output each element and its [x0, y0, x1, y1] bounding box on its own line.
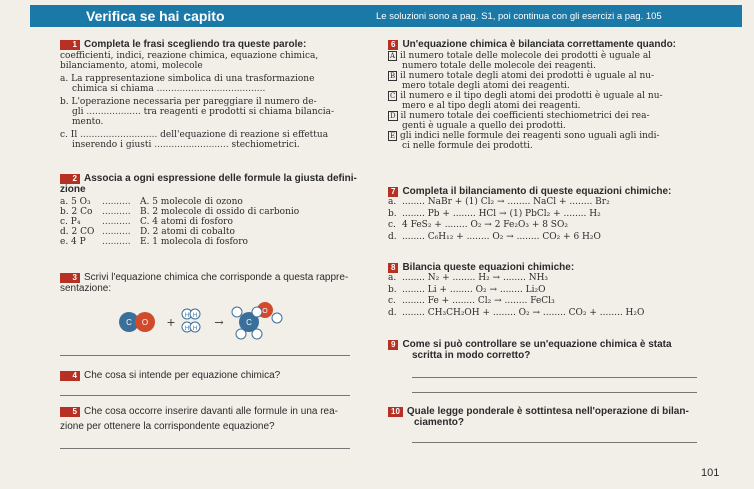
equation-letter: d. [388, 231, 397, 242]
equation[interactable] [388, 296, 718, 308]
header-note: Le soluzioni sono a pag. S1, poi continua con gli esercizi a pag. 105 [376, 10, 662, 22]
option-text: gli indici nelle formule dei reagenti sono uguali agli indi- [400, 131, 660, 141]
equation[interactable] [388, 308, 718, 320]
exercise-3 [60, 272, 360, 294]
item-b-line1: b. L'operazione necessaria per pareggiare il numero de- [60, 97, 317, 107]
match-row [60, 197, 360, 207]
item-c-line4: stechiometrici. [231, 140, 300, 150]
svg-text:C: C [126, 318, 132, 327]
question-text: Associa a ogni espressione delle formule la giusta defini- [84, 173, 357, 184]
question-text: Che cosa si intende per equazione chimica? [84, 370, 281, 381]
option-text: il numero totale degli atomi dei prodotti è uguale al nu- [400, 71, 655, 81]
answer-blank[interactable]: .......................... [151, 140, 232, 150]
answer-blank[interactable]: .......... [102, 217, 131, 227]
match-row [60, 217, 360, 227]
answer-blank[interactable]: ................... [83, 107, 144, 117]
exercise-7 [388, 186, 718, 243]
equation[interactable] [388, 220, 718, 232]
equation-letter: b. [388, 208, 397, 219]
item-a-line2: chimica si chiama [72, 84, 154, 94]
carbon-monoxide-molecule [119, 312, 155, 332]
equation[interactable] [388, 209, 718, 221]
question-text: Completa le frasi scegliendo tra queste parole: [84, 39, 307, 50]
item-b-line2: gli [72, 107, 84, 117]
item-b-line3: tra reagenti e prodotti si chiama bilancia- [143, 107, 335, 117]
exercise-number: 2 [60, 174, 80, 184]
exercise-1 [60, 39, 360, 150]
exercise-number: 4 [60, 371, 80, 381]
exercise-9 [388, 339, 718, 361]
answer-blank[interactable]: ...................................... [153, 84, 266, 94]
option-a[interactable] [388, 51, 718, 61]
item-a-line1: a. La rappresentazione simbolica di una trasformazione [60, 74, 315, 84]
option-text: ci nelle formule dei prodotti. [402, 141, 533, 151]
exercise-number: 7 [388, 187, 398, 197]
question-text-cont: sentazione: [60, 283, 112, 294]
page-number: 101 [701, 467, 720, 479]
item-c-line2: dell'equazione di reazione si effettua [160, 130, 329, 140]
equation-text: 4 FeS₂ + ........ O₂ → 2 Fe₂O₃ + 8 SO₂ [402, 220, 568, 230]
svg-text:H: H [184, 326, 190, 332]
exercise-number: 10 [388, 407, 403, 417]
answer-blank[interactable]: .......... [102, 227, 131, 237]
question-text: Che cosa occorre inserire davanti alle formule in una rea- [84, 406, 339, 417]
question-text: Completa il bilanciamento di queste equazioni chimiche: [402, 186, 672, 197]
formula: b. 2 Co [60, 207, 93, 217]
equation-text: ........ Pb + ........ HCl → (1) PbCl₂ + ........ H₂ [402, 208, 601, 219]
question-text: Come si può controllare se un'equazione chimica è stata [402, 339, 672, 350]
svg-text:H: H [192, 326, 198, 332]
checkbox[interactable]: C [390, 92, 396, 100]
checkbox[interactable]: D [390, 112, 396, 120]
word-list: coefficienti, indici, reazione chimica, equazione chimica, bilanciamento, atomi, molecole [60, 51, 319, 71]
equation-letter: a. [388, 273, 397, 283]
definition: E. 1 molecola di fosforo [140, 237, 248, 247]
equation-text: ........ Fe + ........ Cl₂ → ........ FeCl₃ [402, 296, 555, 306]
option-c[interactable] [388, 91, 718, 101]
exercise-6 [388, 39, 718, 151]
exercise-5 [60, 406, 360, 432]
question-text: Bilancia queste equazioni chimiche: [402, 262, 575, 273]
exercise-2 [60, 173, 360, 247]
answer-line[interactable] [60, 395, 350, 396]
question-text-cont: zione [60, 184, 86, 195]
equation[interactable] [388, 232, 718, 244]
checkbox[interactable]: E [390, 132, 396, 140]
match-list [60, 197, 360, 247]
answer-blank[interactable]: ........................... [77, 130, 161, 140]
option-e[interactable] [388, 131, 718, 141]
exercise-number: 5 [60, 407, 80, 417]
answer-line[interactable] [412, 392, 697, 393]
match-row [60, 227, 360, 237]
question-text: Scrivi l'equazione chimica che corrisponde a questa rappre- [84, 272, 349, 283]
checkbox[interactable]: B [390, 72, 396, 80]
exercise-number: 9 [388, 340, 398, 350]
definition: C. 4 atomi di fosforo [140, 217, 233, 227]
svg-text:O: O [262, 308, 268, 315]
option-d[interactable] [388, 111, 718, 121]
exercise-number: 1 [60, 40, 80, 50]
answer-blank[interactable]: .......... [102, 237, 131, 247]
formula: c. P₄ [60, 217, 81, 227]
product-molecule [232, 302, 282, 339]
option-text: il numero totale dei coefficienti stechiometrici dei rea- [400, 111, 650, 121]
svg-text:O: O [141, 318, 149, 327]
molecule-diagram [115, 300, 295, 342]
exercise-number: 8 [388, 263, 398, 273]
answer-blank[interactable]: .......... [102, 207, 131, 217]
definition: A. 5 molecole di ozono [140, 197, 243, 207]
item-b-line4: mento. [72, 117, 104, 127]
arrow-icon: → [214, 316, 224, 329]
formula: e. 4 P [60, 237, 86, 247]
definition: D. 2 atomi di cobalto [140, 227, 235, 237]
option-text: il numero e il tipo degli atomi dei prodotti è uguale al nu- [400, 91, 663, 101]
item-c-line1: c. Il [60, 130, 78, 140]
equation[interactable] [388, 285, 718, 297]
item-c-line3: inserendo i giusti [72, 140, 152, 150]
option-text: numero totale delle molecole dei reagenti. [402, 61, 596, 71]
question-text: Quale legge ponderale è sottintesa nell'operazione di bilan- [406, 406, 689, 417]
equation-text: ........ Li + ........ O₂ → ........ Li₂O [402, 284, 546, 295]
option-text: mero e al tipo degli atomi dei reagenti. [402, 101, 581, 111]
exercise-10 [388, 406, 718, 428]
answer-blank[interactable]: .......... [102, 197, 131, 207]
plus-sign: + [166, 316, 176, 329]
answer-line[interactable] [412, 377, 697, 378]
equation-letter: c. [388, 220, 396, 230]
exercise-number: 3 [60, 273, 80, 283]
equation-letter: c. [388, 296, 396, 306]
definition: B. 2 molecole di ossido di carbonio [140, 207, 300, 217]
option-b[interactable] [388, 71, 718, 81]
equation[interactable] [388, 197, 718, 209]
equation-text: ........ C₆H₁₂ + ........ O₂ → ........ CO₂ + 6 H₂O [402, 231, 601, 242]
equation-letter: d. [388, 307, 397, 318]
formula: d. 2 CO [60, 227, 95, 237]
equation[interactable] [388, 273, 718, 285]
answer-line[interactable] [412, 442, 697, 443]
question-text-cont: scritta in modo corretto? [412, 350, 531, 361]
answer-line[interactable] [60, 448, 350, 449]
exercise-4 [60, 370, 360, 381]
equation-text: ........ NaBr + (1) Cl₂ → ........ NaCl + ........ Br₂ [402, 197, 610, 207]
header-bar [30, 5, 742, 27]
equation-letter: b. [388, 284, 397, 295]
option-text: mero totale degli atomi dei reagenti. [402, 81, 570, 91]
header-title: Verifica se hai capito [86, 8, 225, 24]
option-text: genti è uguale a quello dei prodotti. [402, 121, 566, 131]
exercise-number: 6 [388, 40, 398, 50]
question-text: Un'equazione chimica è bilanciata correttamente quando: [402, 39, 677, 50]
equation-text: ........ CH₃CH₂OH + ........ O₂ → ........ CO₂ + ........ H₂O [402, 307, 645, 318]
match-row [60, 207, 360, 217]
hydrogen-molecules [182, 309, 200, 332]
equation-text: ........ N₂ + ........ H₂ → ........ NH₃ [402, 273, 549, 283]
question-text-cont: ciamento? [414, 417, 465, 428]
equation-letter: a. [388, 197, 397, 207]
formula: a. 5 O₃ [60, 197, 91, 207]
match-row [60, 237, 360, 247]
answer-line[interactable] [60, 355, 350, 356]
svg-text:H: H [184, 313, 190, 319]
svg-text:H: H [192, 313, 198, 319]
option-text: il numero totale delle molecole dei prodotti è uguale al [399, 51, 652, 61]
question-text-cont: zione per ottenere la corrispondente equazione? [60, 421, 275, 432]
svg-text:C: C [246, 318, 252, 327]
exercise-8 [388, 262, 718, 319]
checkbox[interactable]: A [390, 52, 396, 60]
